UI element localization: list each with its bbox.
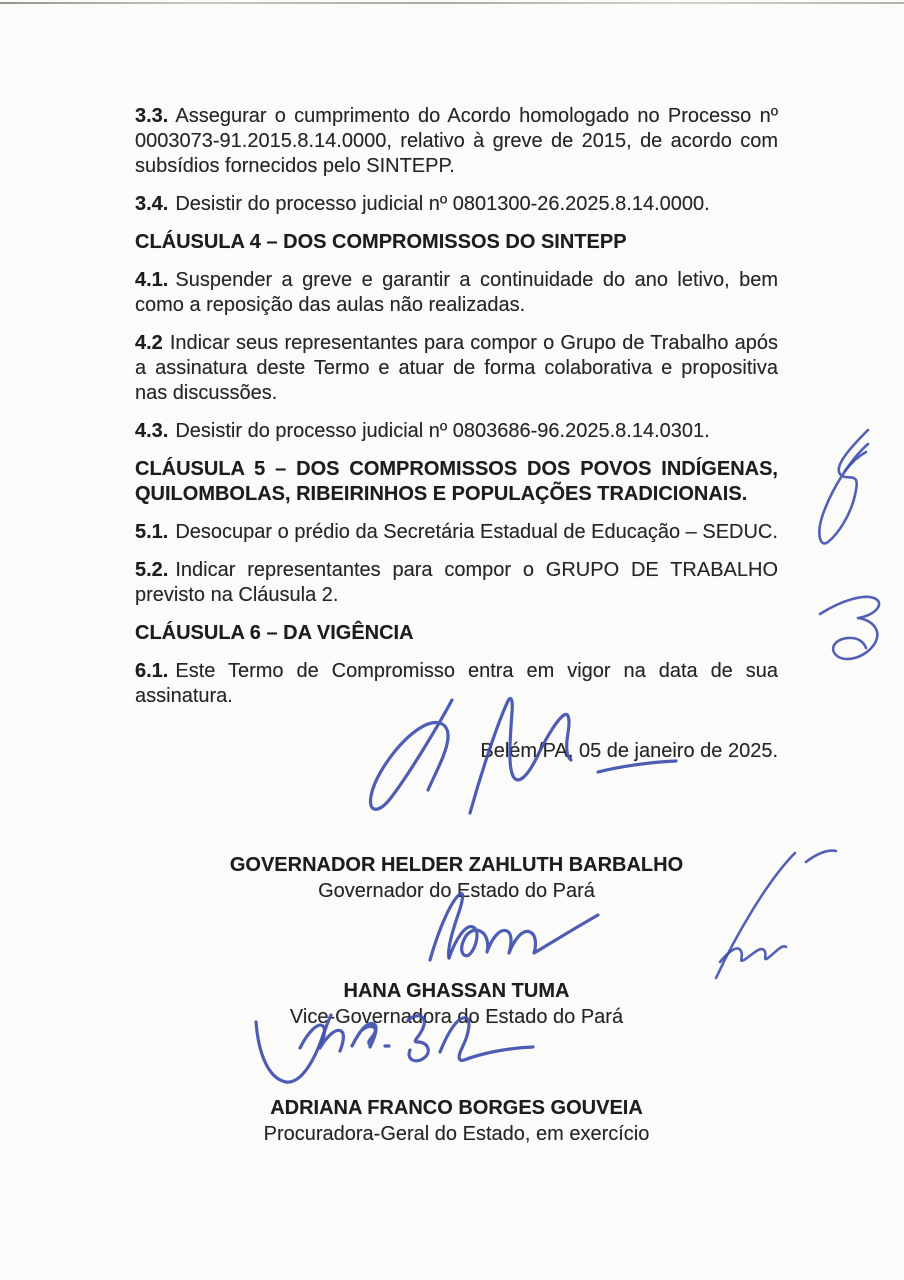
clause-item-5-1 — [135, 520, 778, 545]
clause-item-5-2 — [135, 558, 778, 608]
clause-item-4-2 — [135, 331, 778, 406]
clause-item-number: 5.2. — [135, 559, 169, 581]
clause-item-number: 6.1. — [135, 660, 169, 682]
clause-item-text: Desocupar o prédio da Secretária Estadual de Educação – SEDUC. — [175, 521, 778, 543]
signatory-governor — [135, 852, 778, 904]
clause-item-number: 5.1. — [135, 521, 169, 543]
signatory-attorney-general-title: Procuradora-Geral do Estado, em exercício — [263, 1123, 650, 1145]
clause-item-text: Assegurar o cumprimento do Acordo homologado no Processo nº 0003073-91.2015.8.14.0000, relativo à greve de 2015, de acordo com subsídios fornecidos pelo SINTEPP. — [135, 105, 778, 177]
signatory-governor-title: Governador do Estado do Pará — [318, 880, 595, 902]
clause-item-number: 4.2 — [135, 332, 163, 354]
clause-item-text: Suspender a greve e garantir a continuidade do ano letivo, bem como a reposição das aulas não realizadas. — [135, 269, 778, 316]
clause-item-text: Desistir do processo judicial nº 0803686-96.2025.8.14.0301. — [175, 420, 710, 442]
clause-heading-5: CLÁUSULA 5 – DOS COMPROMISSOS DOS POVOS INDÍGENAS, QUILOMBOLAS, RIBEIRINHOS E POPULAÇÕES TRADICIONAIS. — [135, 458, 778, 505]
clause-item-text: Desistir do processo judicial nº 0801300-26.2025.8.14.0000. — [175, 193, 710, 215]
clause-item-number: 4.3. — [135, 420, 169, 442]
signatory-attorney-general — [135, 1095, 778, 1147]
dateline: Belém/PA, 05 de janeiro de 2025. — [480, 740, 778, 762]
clause-item-number: 3.3. — [135, 105, 169, 127]
clause-item-4-3 — [135, 419, 778, 444]
clause-heading-6: CLÁUSULA 6 – DA VIGÊNCIA — [135, 622, 414, 644]
clause-heading-4: CLÁUSULA 4 – DOS COMPROMISSOS DO SINTEPP — [135, 231, 627, 253]
signatory-vice-governor-name: HANA GHASSAN TUMA — [343, 980, 570, 1002]
signatory-vice-governor — [135, 978, 778, 1030]
clause-item-3-3 — [135, 104, 778, 179]
clause-item-text: Este Termo de Compromisso entra em vigor na data de sua assinatura. — [135, 660, 778, 707]
clause-item-number: 3.4. — [135, 193, 169, 215]
scan-edge-artifact — [0, 2, 904, 4]
clause-item-number: 4.1. — [135, 269, 169, 291]
clause-item-4-1 — [135, 268, 778, 318]
clause-item-text: Indicar seus representantes para compor o Grupo de Trabalho após a assinatura deste Termo e atuar de forma colaborativa e propositiva nas discussões. — [135, 332, 778, 404]
margin-initials-rubric-1 — [819, 430, 868, 543]
signatory-governor-name: GOVERNADOR HELDER ZAHLUTH BARBALHO — [229, 854, 684, 876]
signatory-vice-governor-title: Vice-Governadora do Estado do Pará — [289, 1006, 624, 1028]
margin-initials-rubric-2 — [820, 597, 879, 659]
document-body — [135, 104, 778, 1147]
signatory-attorney-general-name: ADRIANA FRANCO BORGES GOUVEIA — [270, 1097, 643, 1119]
clause-item-3-4 — [135, 192, 778, 217]
clause-item-text: Indicar representantes para compor o GRUPO DE TRABALHO previsto na Cláusula 2. — [135, 559, 778, 606]
clause-item-6-1 — [135, 659, 778, 709]
